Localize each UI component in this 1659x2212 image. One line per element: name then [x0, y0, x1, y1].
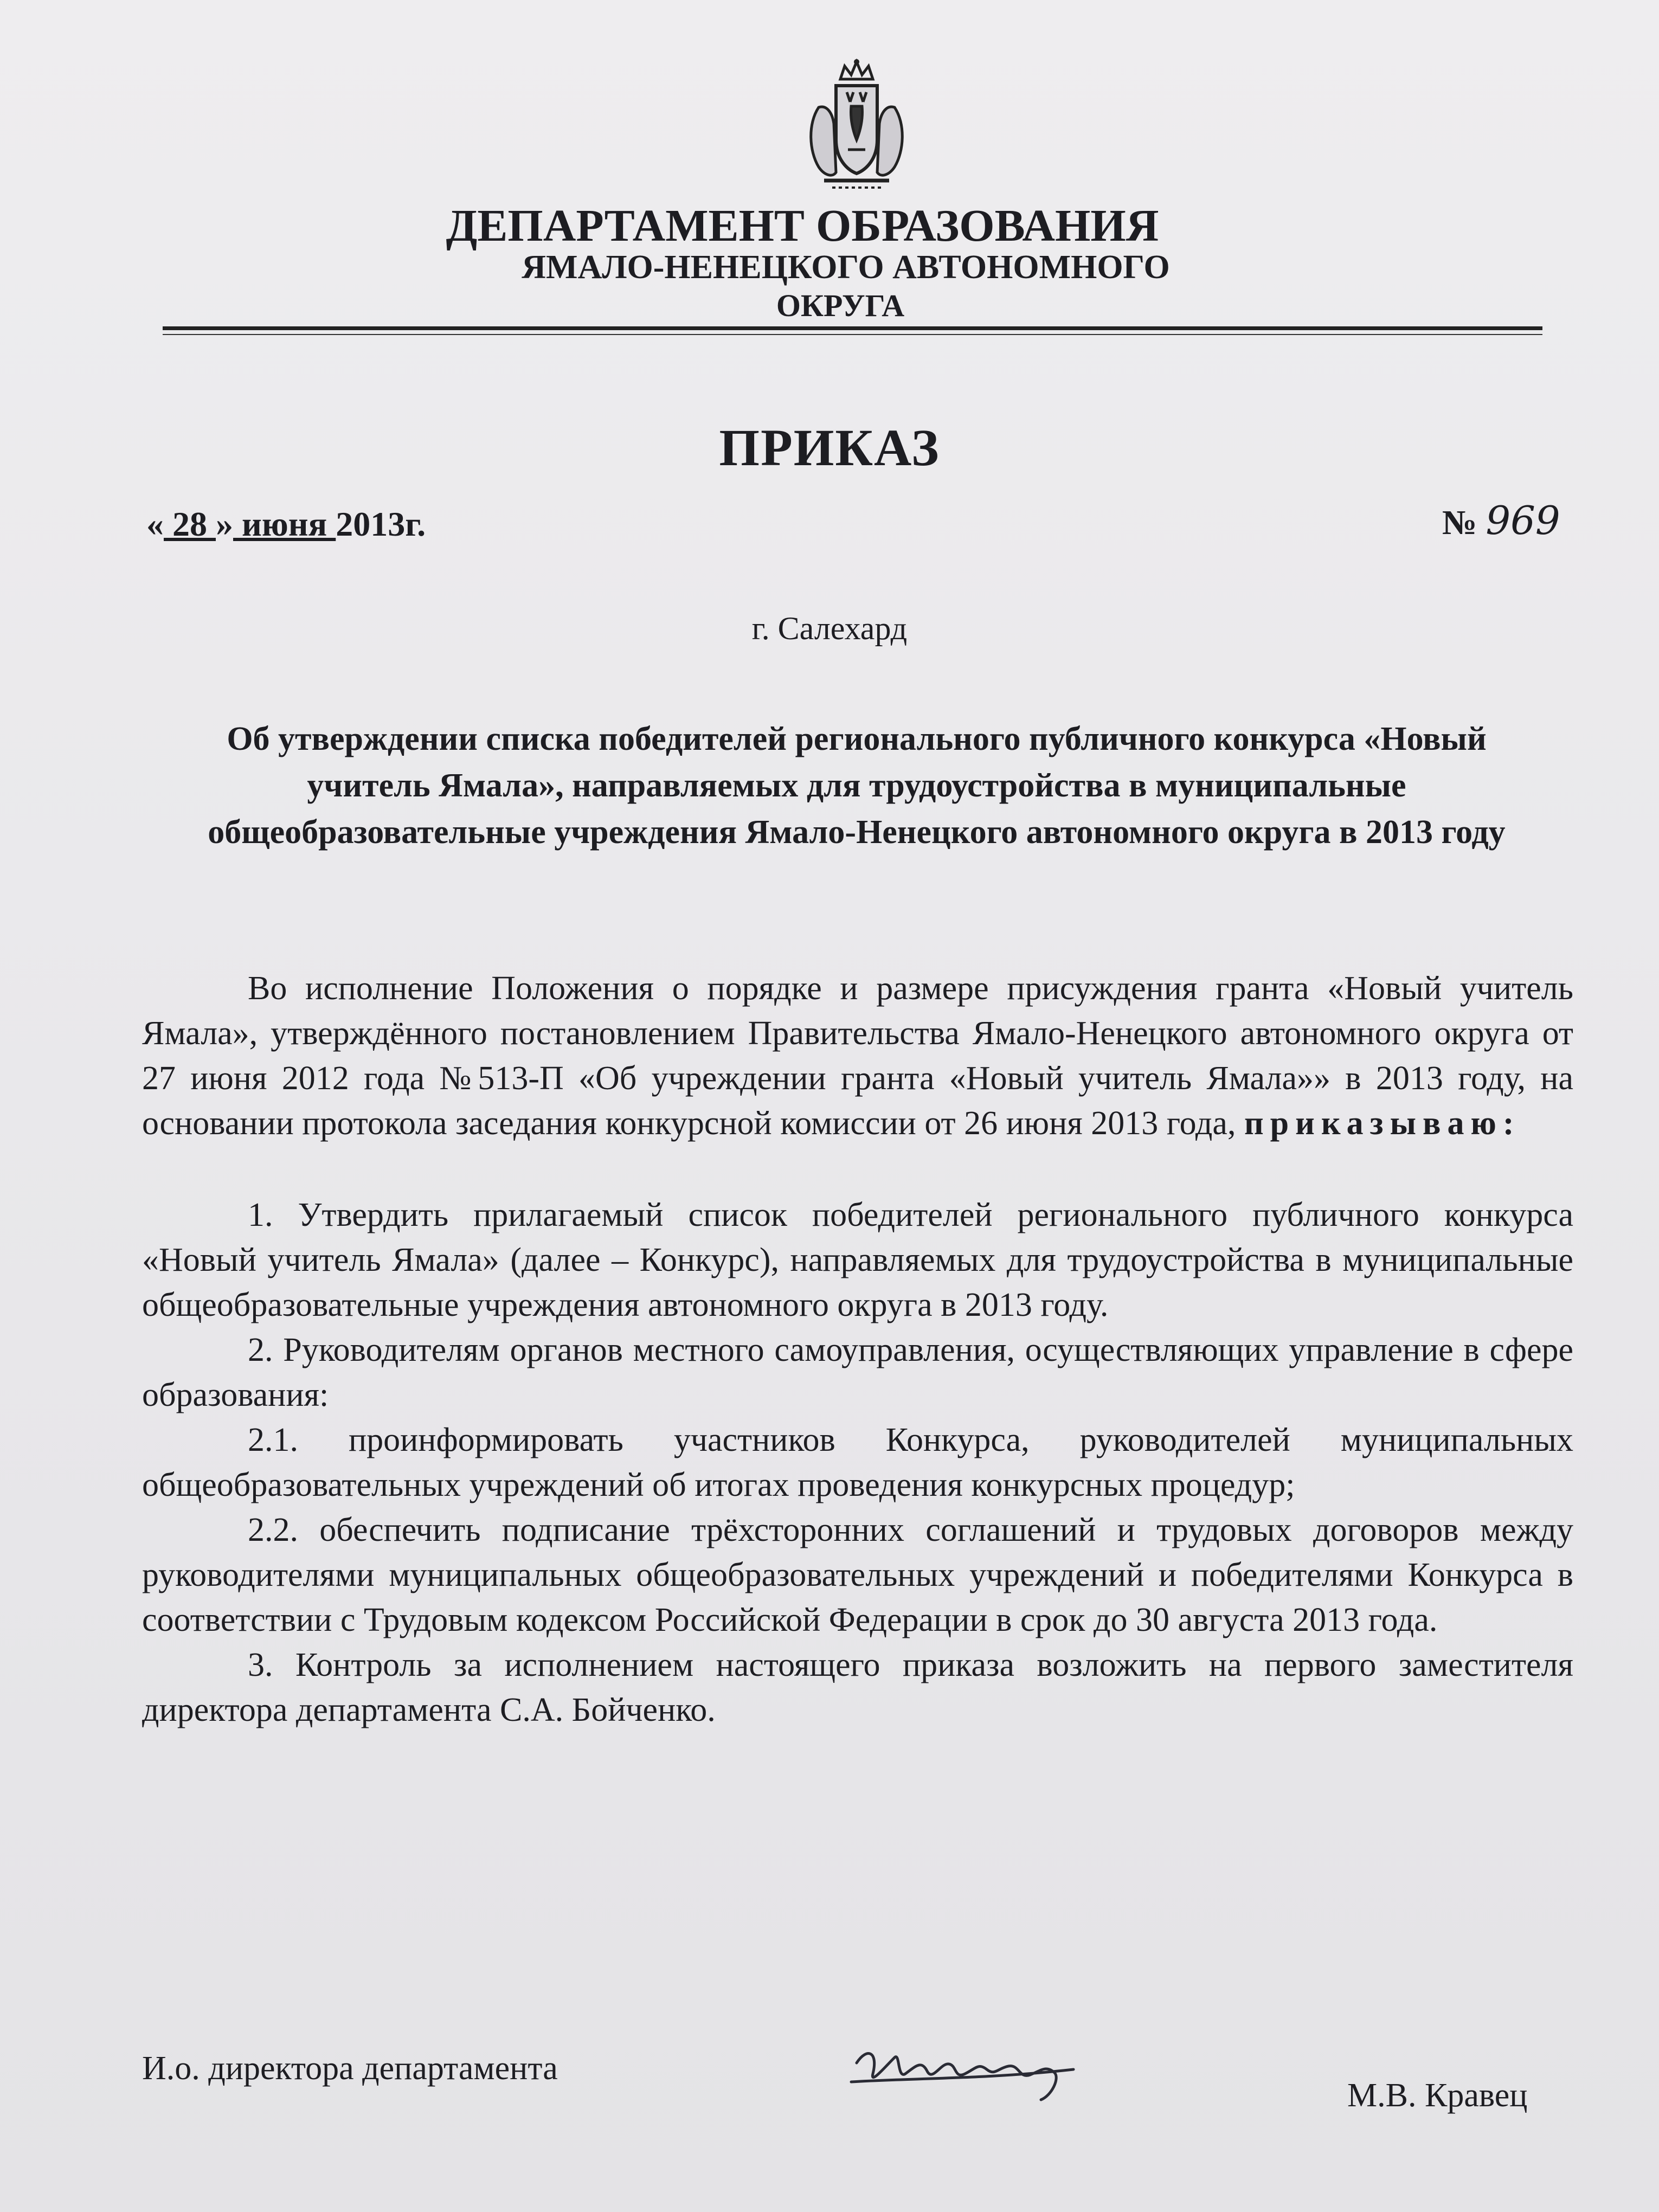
- document-number: [1442, 498, 1560, 543]
- date-open-quote: «: [146, 505, 164, 543]
- handwritten-signature: [846, 2030, 1095, 2106]
- document-type: ПРИКАЗ: [719, 419, 940, 477]
- preamble-text: Во исполнение Положения о порядке и размере присуждения гранта «Новый учитель Ямала», утверждённого постановлением Правительства Ямало-Ненецкого автономного округа от 27 июня 2012 года №513-П «Об учреждении гранта «Новый учитель Ямала»» в 2013 году, на основании протокола заседания конкурсной комиссии от 26 июня 2013 года,: [142, 970, 1573, 1142]
- document-title: Об утверждении списка победителей регионального публичного конкурса «Новый учитель Ямала», направляемых для трудоустройства в муниципальные общеобразовательные учреждения Ямало-Ненецкого автономного округа в 2013 году: [208, 721, 1506, 851]
- date-month: июня: [233, 505, 336, 543]
- order-word: приказываю:: [1244, 1105, 1521, 1142]
- date-year: 2013г.: [336, 505, 426, 543]
- org-name-line3: ОКРУГА: [776, 288, 905, 323]
- order-item-3: 3. Контроль за исполнением настоящего приказа возложить на первого заместителя директора департамента С.А. Бойченко.: [142, 1647, 1573, 1728]
- number-label: №: [1442, 503, 1486, 542]
- order-item-2-2: 2.2. обеспечить подписание трёхсторонних соглашений и трудовых договоров между руководителями муниципальных общеобразовательных учреждений и победителями Конкурса в соответствии с Трудовым кодексом Российской Федерации в срок до 30 августа 2013 года.: [142, 1512, 1573, 1638]
- document-city: г. Салехард: [751, 610, 908, 646]
- order-item-2: 2. Руководителям органов местного самоуправления, осуществляющих управление в сфере образования:: [142, 1332, 1573, 1413]
- header-rule-thin: [163, 334, 1542, 335]
- order-item-2-1: 2.1. проинформировать участников Конкурса, руководителей муниципальных общеобразовательных учреждений об итогах проведения конкурсных процедур;: [142, 1422, 1573, 1503]
- number-value: 969: [1486, 498, 1560, 543]
- signatory-name: М.В. Кравец: [1347, 2077, 1528, 2114]
- yamal-coat-of-arms-icon: [802, 59, 911, 194]
- document-body: [142, 966, 1573, 1733]
- order-item-1: 1. Утвердить прилагаемый список победителей регионального публичного конкурса «Новый учитель Ямала» (далее – Конкурс), направляемых для трудоустройства в муниципальные общеобразовательные учреждения автономного округа в 2013 году.: [142, 1197, 1573, 1323]
- preamble-paragraph: [142, 966, 1573, 1146]
- date-close-quote: »: [216, 505, 233, 543]
- date-day: 28: [164, 505, 216, 543]
- document-date: [146, 504, 426, 544]
- signatory-position: И.о. директора департамента: [142, 2050, 558, 2087]
- org-name-line1: ДЕПАРТАМЕНТ ОБРАЗОВАНИЯ: [446, 201, 1159, 251]
- org-name-line2: ЯМАЛО-НЕНЕЦКОГО АВТОНОМНОГО: [522, 249, 1170, 286]
- header-rule-thick: [163, 326, 1542, 330]
